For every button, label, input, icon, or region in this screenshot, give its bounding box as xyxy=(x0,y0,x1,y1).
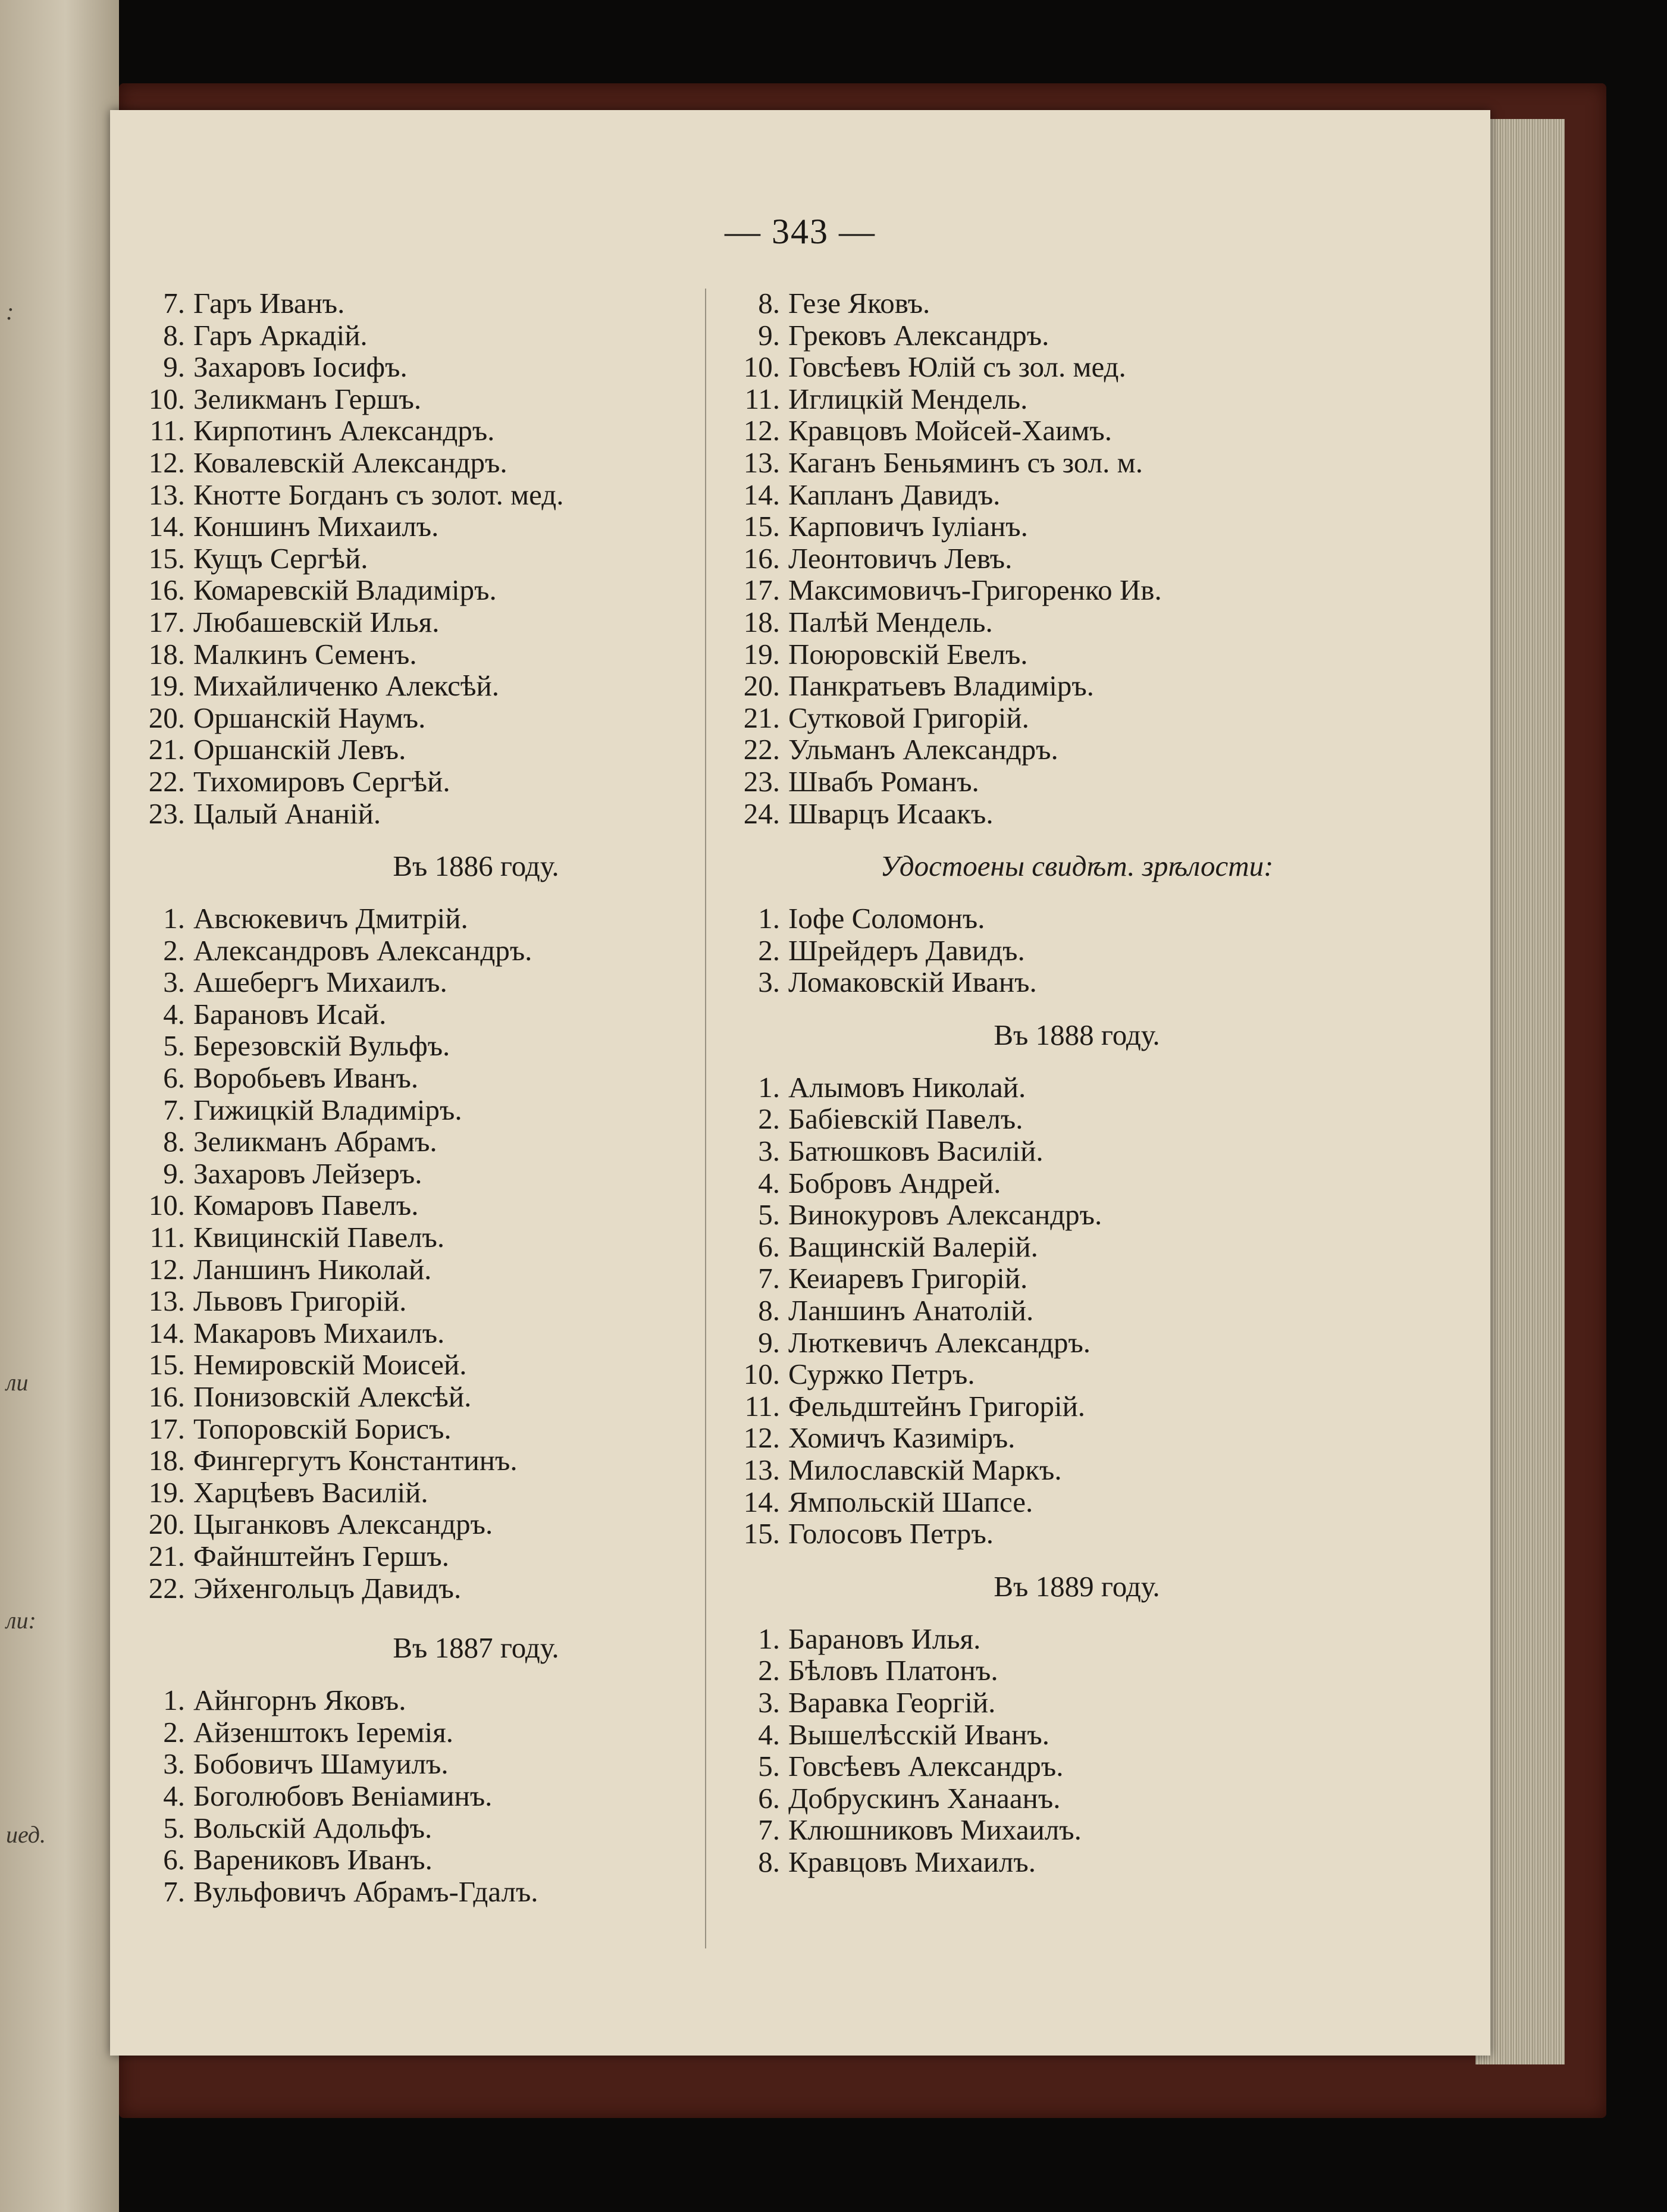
list-item xyxy=(140,1381,812,1413)
list-item xyxy=(735,966,1419,998)
item-number: 11. xyxy=(744,382,780,415)
item-name: Коншинъ Михаилъ. xyxy=(193,510,439,543)
item-number: 9. xyxy=(163,1157,185,1190)
item-number: 5. xyxy=(163,1811,185,1844)
item-number: 23. xyxy=(743,765,780,798)
item-name: Фингергутъ Константинъ. xyxy=(193,1444,518,1477)
item-number: 23. xyxy=(148,797,185,830)
item-name: Швабъ Романъ. xyxy=(788,765,979,798)
item-name: Ланшинъ Анатолій. xyxy=(788,1294,1034,1327)
list-item xyxy=(735,351,1419,383)
item-number: 15. xyxy=(743,510,780,543)
item-number: 9. xyxy=(758,1326,780,1359)
list-item xyxy=(735,415,1419,447)
item-name: Комаревскій Владиміръ. xyxy=(193,574,497,607)
list-1889 xyxy=(735,1623,1419,1878)
item-number: 9. xyxy=(163,350,185,384)
item-number: 19. xyxy=(148,1475,185,1509)
item-name: Зеликманъ Гершъ. xyxy=(193,382,422,415)
item-name: Палѣй Мендель. xyxy=(788,605,993,638)
list-item xyxy=(140,1189,812,1221)
list-item xyxy=(735,638,1419,671)
item-name: Воробьевъ Иванъ. xyxy=(193,1061,419,1095)
item-number: 5. xyxy=(163,1029,185,1063)
item-name: Боголюбовъ Веніаминъ. xyxy=(193,1779,493,1812)
list-item xyxy=(140,935,812,967)
item-number: 2. xyxy=(758,1102,780,1136)
item-number: 11. xyxy=(149,1221,185,1254)
list-item xyxy=(735,1071,1419,1104)
item-name: Винокуровъ Александръ. xyxy=(788,1198,1102,1232)
section-heading: Въ 1888 году. xyxy=(994,1018,1160,1051)
item-name: Михайличенко Алексѣй. xyxy=(193,669,499,703)
item-name: Капланъ Давидъ. xyxy=(788,478,1001,511)
item-number: 6. xyxy=(758,1781,780,1815)
list-item xyxy=(140,1508,812,1540)
item-number: 19. xyxy=(148,669,185,703)
item-name: Добрускинъ Ханаанъ. xyxy=(788,1781,1061,1815)
item-name: Шварцъ Исаакъ. xyxy=(788,797,994,830)
list-item xyxy=(140,1349,812,1381)
item-number: 21. xyxy=(743,701,780,734)
item-number: 7. xyxy=(163,1093,185,1126)
list-item xyxy=(735,319,1419,352)
list-item xyxy=(140,1221,812,1254)
item-name: Квицинскій Павелъ. xyxy=(193,1221,445,1254)
list-item xyxy=(735,1782,1419,1815)
item-number: 10. xyxy=(743,1358,780,1391)
item-number: 16. xyxy=(148,574,185,607)
list-item xyxy=(140,510,812,543)
item-number: 2. xyxy=(758,933,780,967)
item-name: Бѣловъ Платонъ. xyxy=(788,1654,998,1687)
list-item xyxy=(735,1518,1419,1550)
list-item xyxy=(735,734,1419,766)
item-name: Любашевскій Илья. xyxy=(193,605,440,638)
item-name: Эйхенгольцъ Давидъ. xyxy=(193,1571,462,1605)
left-column xyxy=(140,287,812,1907)
item-name: Харцѣевъ Василій. xyxy=(193,1475,428,1509)
list-item xyxy=(735,510,1419,543)
item-number: 17. xyxy=(148,605,185,638)
item-name: Суржко Петръ. xyxy=(788,1358,975,1391)
item-name: Ломаковскій Иванъ. xyxy=(788,966,1037,999)
item-number: 12. xyxy=(148,446,185,479)
item-name: Говсѣевъ Юлій съ зол. мед. xyxy=(788,350,1126,384)
list-item xyxy=(140,319,812,352)
item-name: Кеиаревъ Григорій. xyxy=(788,1262,1028,1295)
item-name: Поюровскій Евелъ. xyxy=(788,637,1028,671)
item-number: 22. xyxy=(148,765,185,798)
section-heading: Въ 1886 году. xyxy=(393,850,559,883)
list-item xyxy=(735,1199,1419,1231)
list-item xyxy=(735,606,1419,638)
item-number: 3. xyxy=(163,966,185,999)
right-column xyxy=(735,287,1419,1878)
item-number: 3. xyxy=(163,1747,185,1781)
list-item xyxy=(140,606,812,638)
list-certified xyxy=(735,903,1419,998)
item-name: Шрейдеръ Давидъ. xyxy=(788,933,1025,967)
list-item xyxy=(140,1094,812,1126)
item-name: Каганъ Беньяминъ съ зол. м. xyxy=(788,446,1143,479)
list-item xyxy=(735,1719,1419,1751)
item-name: Бобовичъ Шамуилъ. xyxy=(193,1747,449,1781)
list-item xyxy=(140,1684,812,1716)
list-item xyxy=(140,1317,812,1349)
item-number: 6. xyxy=(163,1061,185,1095)
item-name: Варавка Георгій. xyxy=(788,1685,996,1719)
item-number: 6. xyxy=(163,1843,185,1876)
item-number: 21. xyxy=(148,1539,185,1572)
item-number: 8. xyxy=(163,1125,185,1158)
item-name: Батюшковъ Василій. xyxy=(788,1135,1044,1168)
item-name: Вульфовичъ Абрамъ-Гдалъ. xyxy=(193,1875,538,1908)
item-name: Гезе Яковъ. xyxy=(788,287,930,319)
list-item xyxy=(140,1811,812,1847)
item-name: Айзенштокъ Іеремія. xyxy=(193,1715,454,1749)
list-item xyxy=(735,287,1419,319)
list-item xyxy=(140,383,812,415)
item-number: 18. xyxy=(148,1444,185,1477)
list-item xyxy=(735,1390,1419,1423)
list-item xyxy=(140,1062,812,1094)
list-item xyxy=(735,1135,1419,1167)
list-item xyxy=(140,1413,812,1445)
item-name: Айнгорнъ Яковъ. xyxy=(193,1684,406,1717)
list-item xyxy=(735,1327,1419,1359)
item-number: 7. xyxy=(163,287,185,319)
item-number: 24. xyxy=(743,797,780,830)
item-name: Грековъ Александръ. xyxy=(788,318,1049,352)
item-number: 11. xyxy=(149,414,185,447)
item-name: Ашебергъ Михаилъ. xyxy=(193,966,447,999)
item-number: 11. xyxy=(744,1389,780,1423)
item-number: 1. xyxy=(163,1684,185,1717)
item-name: Кравцовъ Мойсей-Хаимъ. xyxy=(788,414,1112,447)
list-item xyxy=(140,966,812,998)
list-1888 xyxy=(735,1071,1419,1550)
item-name: Файнштейнъ Гершъ. xyxy=(193,1539,449,1572)
item-number: 1. xyxy=(758,1622,780,1655)
item-number: 3. xyxy=(758,1135,780,1168)
item-number: 22. xyxy=(743,733,780,766)
list-item xyxy=(140,1716,812,1749)
item-name: Понизовскій Алексѣй. xyxy=(193,1380,472,1413)
list-item xyxy=(735,903,1419,935)
item-number: 1. xyxy=(758,902,780,935)
list-item xyxy=(735,1454,1419,1486)
list-item xyxy=(735,1295,1419,1327)
item-number: 2. xyxy=(163,933,185,967)
item-name: Вышелѣсскій Иванъ. xyxy=(788,1718,1049,1751)
list-item xyxy=(735,447,1419,479)
item-number: 3. xyxy=(758,1685,780,1719)
list-item xyxy=(735,479,1419,511)
item-name: Карповичъ Іуліанъ. xyxy=(788,510,1028,543)
list-item xyxy=(735,1262,1419,1295)
item-name: Цыганковъ Александръ. xyxy=(193,1508,493,1541)
item-name: Зеликманъ Абрамъ. xyxy=(193,1125,437,1158)
item-name: Захаровъ Лейзеръ. xyxy=(193,1157,422,1190)
list-continued xyxy=(735,287,1419,829)
item-number: 10. xyxy=(743,350,780,384)
list-item xyxy=(735,766,1419,798)
item-name: Ланшинъ Николай. xyxy=(193,1252,432,1286)
item-number: 22. xyxy=(148,1571,185,1605)
item-number: 20. xyxy=(743,669,780,703)
list-item xyxy=(735,383,1419,415)
list-item xyxy=(735,1422,1419,1454)
item-name: Варениковъ Иванъ. xyxy=(193,1843,433,1876)
item-number: 17. xyxy=(743,574,780,607)
list-1887 xyxy=(140,1684,812,1907)
item-number: 13. xyxy=(148,1284,185,1318)
item-number: 4. xyxy=(163,1779,185,1812)
list-item xyxy=(140,1844,812,1876)
item-number: 17. xyxy=(148,1412,185,1445)
item-number: 8. xyxy=(758,1294,780,1327)
item-name: Максимовичъ-Григоренко Ив. xyxy=(788,574,1162,607)
list-item xyxy=(735,1103,1419,1135)
list-item xyxy=(140,1285,812,1317)
item-name: Топоровскій Борисъ. xyxy=(193,1412,452,1445)
item-number: 9. xyxy=(758,318,780,352)
item-name: Ульманъ Александръ. xyxy=(788,733,1058,766)
margin-text: : xyxy=(6,298,14,325)
list-item xyxy=(735,543,1419,575)
item-name: Клюшниковъ Михаилъ. xyxy=(788,1813,1082,1847)
item-number: 4. xyxy=(758,1166,780,1199)
item-name: Леонтовичъ Левъ. xyxy=(788,541,1013,575)
item-number: 8. xyxy=(758,1845,780,1878)
list-item xyxy=(140,670,812,702)
item-number: 10. xyxy=(148,1189,185,1222)
list-item xyxy=(140,287,812,319)
item-name: Макаровъ Михаилъ. xyxy=(193,1316,445,1349)
item-number: 18. xyxy=(148,637,185,671)
section-heading: Въ 1889 году. xyxy=(994,1569,1160,1603)
list-continued xyxy=(140,287,812,829)
item-number: 15. xyxy=(148,541,185,575)
item-number: 14. xyxy=(148,1316,185,1349)
item-name: Барановъ Илья. xyxy=(788,1622,981,1655)
item-number: 20. xyxy=(148,701,185,734)
page-number: — 343 — xyxy=(725,212,876,251)
list-item xyxy=(735,1486,1419,1518)
item-name: Кирпотинъ Александръ. xyxy=(193,414,495,447)
item-name: Панкратьевъ Владиміръ. xyxy=(788,669,1094,703)
list-item xyxy=(735,702,1419,734)
list-item xyxy=(735,1231,1419,1263)
list-item xyxy=(140,1126,812,1158)
list-item xyxy=(140,1254,812,1286)
item-number: 16. xyxy=(743,541,780,575)
list-item xyxy=(735,1814,1419,1846)
item-name: Березовскій Вульфъ. xyxy=(193,1029,450,1063)
item-number: 6. xyxy=(758,1230,780,1263)
item-name: Голосовъ Петръ. xyxy=(788,1517,994,1550)
item-number: 1. xyxy=(163,902,185,935)
list-item xyxy=(140,702,812,734)
list-item xyxy=(735,798,1419,830)
item-number: 18. xyxy=(743,605,780,638)
item-number: 12. xyxy=(743,414,780,447)
list-item xyxy=(735,1846,1419,1878)
list-item xyxy=(140,543,812,575)
item-number: 13. xyxy=(148,478,185,511)
item-name: Авсюкевичъ Дмитрій. xyxy=(193,902,468,935)
item-name: Алымовъ Николай. xyxy=(788,1070,1026,1104)
item-name: Милославскій Маркъ. xyxy=(788,1453,1062,1486)
item-name: Хомичъ Казиміръ. xyxy=(788,1421,1016,1455)
item-number: 13. xyxy=(743,446,780,479)
list-item xyxy=(140,447,812,479)
list-item xyxy=(140,415,812,447)
item-number: 7. xyxy=(758,1262,780,1295)
item-name: Люткевичъ Александръ. xyxy=(788,1326,1091,1359)
item-number: 12. xyxy=(148,1252,185,1286)
margin-text: ли xyxy=(6,1369,29,1396)
list-item xyxy=(735,1750,1419,1782)
item-number: 20. xyxy=(148,1508,185,1541)
item-name: Фельдштейнъ Григорій. xyxy=(788,1389,1086,1423)
item-name: Цалый Ананій. xyxy=(193,797,381,830)
list-item xyxy=(140,998,812,1030)
item-number: 2. xyxy=(758,1654,780,1687)
item-name: Оршанскій Наумъ. xyxy=(193,701,426,734)
item-name: Ващинскій Валерій. xyxy=(788,1230,1038,1263)
margin-text: ли: xyxy=(6,1607,36,1634)
item-name: Иглицкій Мендель. xyxy=(788,382,1028,415)
list-item xyxy=(140,903,812,935)
item-number: 2. xyxy=(163,1715,185,1749)
item-number: 7. xyxy=(758,1813,780,1847)
item-number: 5. xyxy=(758,1198,780,1232)
item-name: Говсѣевъ Александръ. xyxy=(788,1750,1064,1783)
list-item xyxy=(140,479,812,511)
list-item xyxy=(140,1158,812,1190)
list-item xyxy=(140,574,812,606)
item-name: Захаровъ Іосифъ. xyxy=(193,350,408,384)
list-item xyxy=(140,766,812,798)
list-item xyxy=(735,670,1419,702)
list-item xyxy=(735,1623,1419,1655)
item-name: Кнотте Богданъ съ золот. мед. xyxy=(193,478,564,511)
list-item xyxy=(140,1540,812,1572)
item-number: 7. xyxy=(163,1875,185,1908)
item-name: Малкинъ Семенъ. xyxy=(193,637,417,671)
list-item xyxy=(735,935,1419,967)
item-number: 16. xyxy=(148,1380,185,1413)
item-number: 3. xyxy=(758,966,780,999)
item-number: 14. xyxy=(148,510,185,543)
list-item xyxy=(140,1747,812,1783)
section-heading: Удостоены свидѣт. зрѣлости: xyxy=(880,850,1274,883)
item-number: 13. xyxy=(743,1453,780,1486)
item-name: Кравцовъ Михаилъ. xyxy=(788,1845,1036,1878)
item-number: 4. xyxy=(163,997,185,1030)
item-number: 19. xyxy=(743,637,780,671)
item-number: 5. xyxy=(758,1750,780,1783)
item-name: Іофе Соломонъ. xyxy=(788,902,985,935)
list-item xyxy=(140,798,812,830)
item-name: Тихомировъ Сергѣй. xyxy=(193,765,450,798)
item-name: Ямпольскій Шапсе. xyxy=(788,1485,1033,1518)
list-item xyxy=(140,1572,812,1605)
item-number: 15. xyxy=(148,1348,185,1381)
item-name: Барановъ Исай. xyxy=(193,997,387,1030)
item-name: Кущъ Сергѣй. xyxy=(193,541,368,575)
item-number: 12. xyxy=(743,1421,780,1455)
list-item xyxy=(140,1445,812,1477)
item-number: 21. xyxy=(148,733,185,766)
list-item xyxy=(735,1687,1419,1719)
item-name: Оршанскій Левъ. xyxy=(193,733,406,766)
item-number: 10. xyxy=(148,382,185,415)
item-number: 1. xyxy=(758,1070,780,1104)
item-name: Бабіевскій Павелъ. xyxy=(788,1102,1023,1136)
list-item xyxy=(140,351,812,383)
item-number: 14. xyxy=(743,478,780,511)
item-number: 14. xyxy=(743,1485,780,1518)
item-number: 4. xyxy=(758,1718,780,1751)
item-name: Гаръ Аркадій. xyxy=(193,318,368,352)
previous-page-edge xyxy=(0,0,119,2212)
list-item xyxy=(140,1876,812,1908)
item-number: 8. xyxy=(758,287,780,319)
item-name: Немировскій Моисей. xyxy=(193,1348,467,1381)
list-item xyxy=(140,734,812,766)
item-name: Ковалевскій Александръ. xyxy=(193,446,507,479)
item-number: 15. xyxy=(743,1517,780,1550)
list-item xyxy=(735,574,1419,606)
list-1886 xyxy=(140,903,812,1604)
book-page xyxy=(110,110,1490,2056)
item-name: Александровъ Александръ. xyxy=(193,933,532,967)
item-number: 8. xyxy=(163,318,185,352)
item-name: Комаровъ Павелъ. xyxy=(193,1189,419,1222)
list-item xyxy=(735,1167,1419,1199)
list-item xyxy=(140,638,812,671)
item-name: Сутковой Григорій. xyxy=(788,701,1029,734)
item-name: Львовъ Григорій. xyxy=(193,1284,407,1318)
margin-text: иед. xyxy=(6,1821,46,1848)
list-item xyxy=(140,1030,812,1062)
list-item xyxy=(735,1358,1419,1390)
item-name: Гижицкій Владиміръ. xyxy=(193,1093,462,1126)
list-item xyxy=(140,1780,812,1812)
item-name: Бобровъ Андрей. xyxy=(788,1166,1001,1199)
item-name: Гаръ Иванъ. xyxy=(193,287,345,319)
list-item xyxy=(140,1477,812,1509)
section-heading: Въ 1887 году. xyxy=(393,1631,559,1665)
item-name: Вольскій Адольфъ. xyxy=(193,1811,433,1844)
list-item xyxy=(735,1655,1419,1687)
